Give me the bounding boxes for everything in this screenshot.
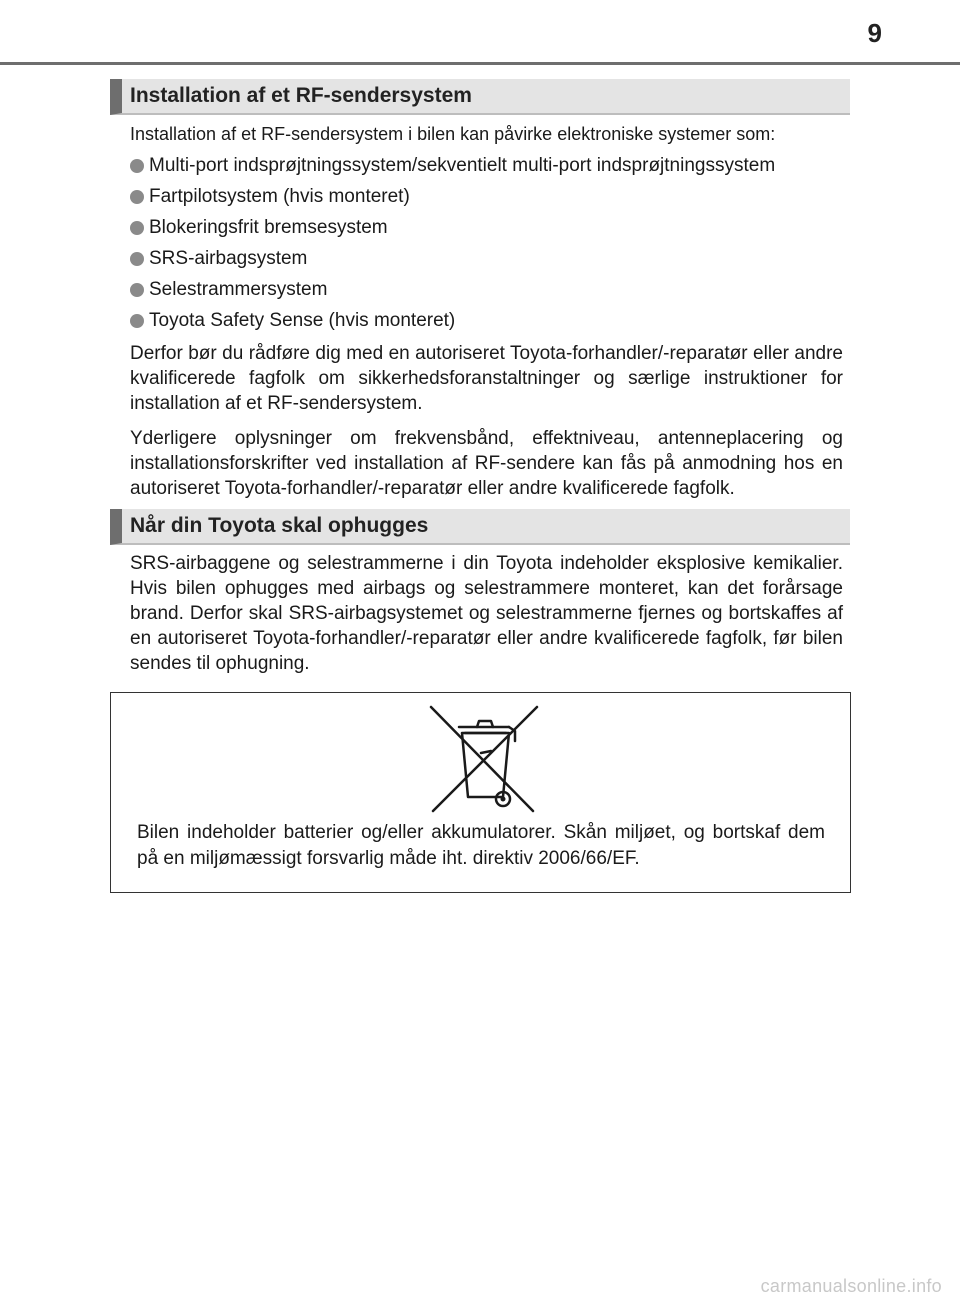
info-paragraph: Yderligere oplysninger om frekvensbånd, effektniveau, antenneplacering og installationsforskrifter ved installation af RF-sendere kan fås på anmodning hos en autoriseret Toyota-forhandler/-reparatør eller andre kvalificerede fagfolk.	[130, 428, 843, 499]
section-title: Installation af et RF-sendersystem	[130, 84, 472, 107]
section-header-scrapping	[110, 509, 850, 545]
bullet-icon	[130, 221, 144, 235]
section-body-rf-sender	[130, 122, 843, 501]
section-body-scrapping	[130, 551, 843, 676]
intro-text: Installation af et RF-sendersystem i bilen kan påvirke elektroniske systemer som:	[130, 124, 776, 144]
page-number: 9	[867, 18, 882, 48]
bullet-icon	[130, 283, 144, 297]
list-item: Multi-port indsprøjtningssystem/sekventielt multi-port indsprøjtningssystem	[130, 153, 843, 178]
crossed-out-wheelie-bin-icon	[429, 701, 539, 813]
bullet-icon	[130, 252, 144, 266]
bullet-icon	[130, 159, 144, 173]
section-header-rf-sender	[110, 79, 850, 115]
list-item: Selestrammersystem	[130, 277, 843, 302]
affected-systems-list	[130, 153, 843, 333]
watermark: carmanualsonline.info	[760, 1276, 942, 1296]
bullet-icon	[130, 190, 144, 204]
advice-paragraph: Derfor bør du rådføre dig med en autoriseret Toyota-forhandler/-reparatør eller andre kvalificerede fagfolk om sikkerhedsforanstaltninger og særlige instruktioner for installation af et RF-sendersystem.	[130, 343, 843, 414]
section-title: Når din Toyota skal ophugges	[130, 514, 429, 537]
notice-text: Bilen indeholder batterier og/eller akkumulatorer. Skån miljøet, og bortskaf dem på en miljømæssigt forsvarlig måde iht. direktiv 2006/66/EF.	[137, 822, 825, 869]
list-item: Blokeringsfrit bremsesystem	[130, 215, 843, 240]
list-item: Toyota Safety Sense (hvis monteret)	[130, 308, 843, 333]
list-item: Fartpilotsystem (hvis monteret)	[130, 184, 843, 209]
top-rule	[0, 62, 960, 65]
scrapping-paragraph: SRS-airbaggene og selestrammerne i din Toyota indeholder eksplosive kemikalier. Hvis bilen ophugges med airbags og selestrammere monteret, kan det forårsage brand. Derfor skal SRS-airbagsystemet og selestrammerne fjernes og bortskaffes af en autoriseret Toyota-forhandler/-reparatør eller andre kvalificerede fagfolk, før bilen sendes til ophugning.	[130, 553, 843, 674]
list-item: SRS-airbagsystem	[130, 246, 843, 271]
battery-disposal-notice	[110, 692, 851, 893]
bullet-icon	[130, 314, 144, 328]
